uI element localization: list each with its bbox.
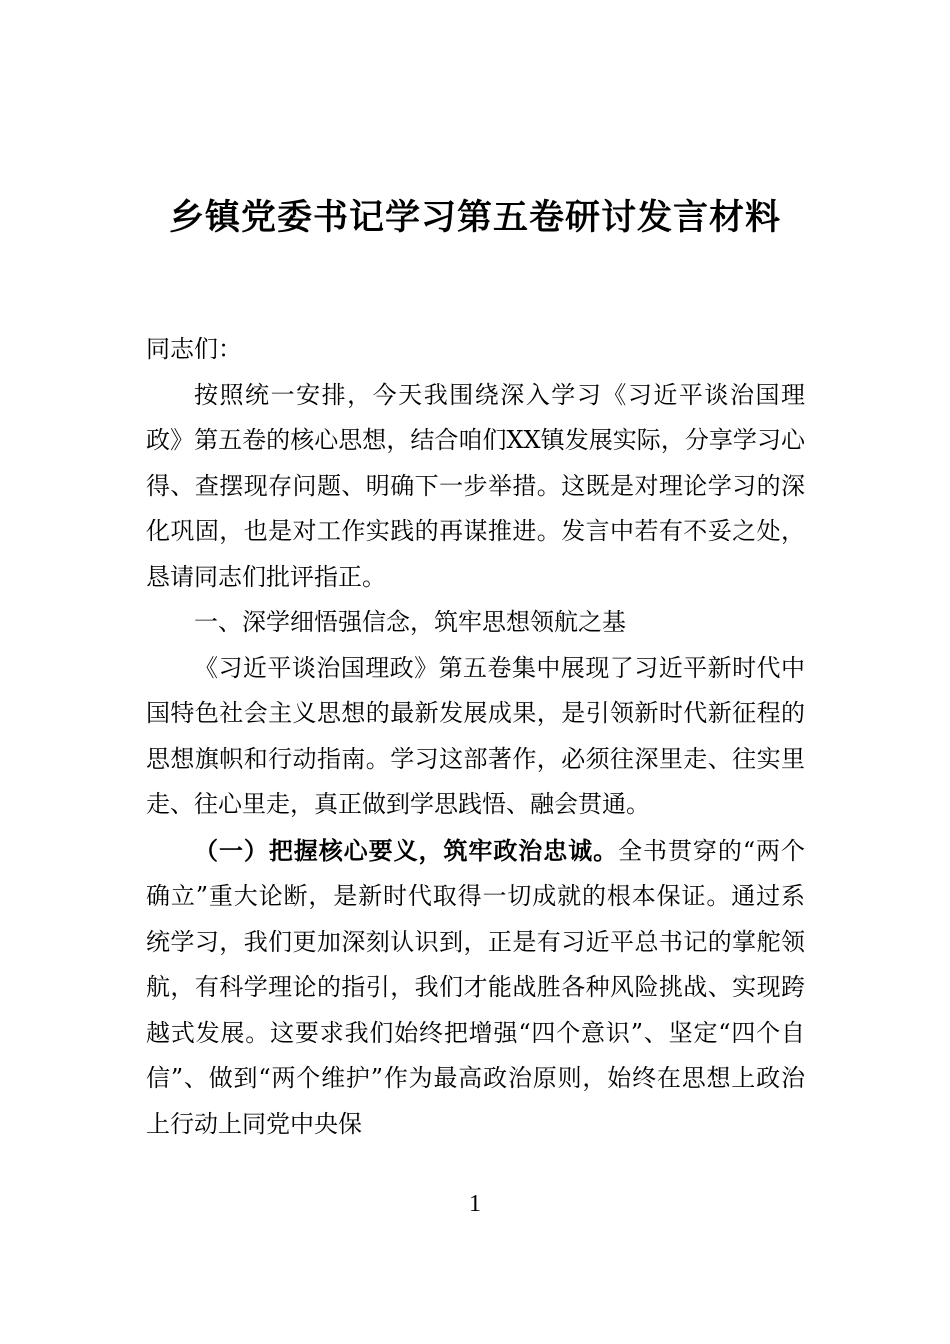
subsection-text: 全书贯穿的“两个确立”重大论断，是新时代取得一切成就的根本保证。通过系统学习，我们更加深刻认识到，正是有习近平总书记的掌舵领航，有科学理论的指引，我们才能战胜各种风险挑战、实现跨越式发展。这要求我们始终把增强“四个意识”、坚定“四个自信”、做到“两个维护”作为最高政治原则，始终在思想上政治上行动上同党中央保	[146, 836, 805, 1138]
page-number: 1	[469, 1191, 481, 1217]
section-paragraph: 《习近平谈治国理政》第五卷集中展现了习近平新时代中国特色社会主义思想的最新发展成果，是引领新时代新征程的思想旗帜和行动指南。学习这部著作，必须往深里走、往实里走、往心里走，真正做到学思践悟、融会贯通。	[146, 653, 805, 818]
document-title: 乡镇党委书记学习第五卷研讨发言材料	[168, 197, 781, 238]
intro-paragraph: 按照统一安排，今天我围绕深入学习《习近平谈治国理政》第五卷的核心思想，结合咱们XX镇发展实际，分享学习心得、查摆现存问题、明确下一步举措。这既是对理论学习的深化巩固，也是对工作实践的再谋推进。发言中若有不妥之处，恳请同志们批评指正。	[146, 380, 805, 591]
document-body	[146, 327, 805, 1147]
subsection-paragraph	[146, 828, 805, 1148]
greeting: 同志们：	[146, 335, 242, 363]
section-heading: 一、深学细悟强信念，筑牢思想领航之基	[194, 608, 626, 636]
subsection-heading: （一）把握核心要义，筑牢政治忠诚。	[194, 835, 619, 865]
